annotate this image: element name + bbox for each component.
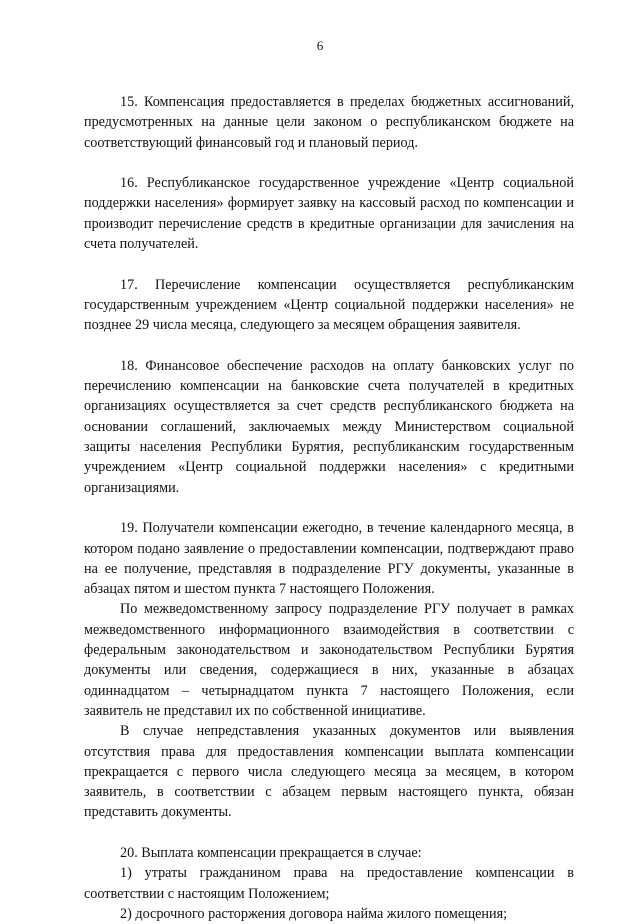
paragraph-17: 17. Перечисление компенсации осуществляется республиканским государственным учреждением «Центр социальной поддержки населения» не позднее 29 числа месяца, следующего за месяцем обращения заявителя. <box>84 276 574 334</box>
paragraph-16: 16. Республиканское государственное учреждение «Центр социальной поддержки населения» формирует заявку на кассовый расход по компенсации и производит перечисление средств в кредитные организации для зачисления на счета получателей. <box>84 175 574 253</box>
paragraph-20-item-1: 1) утраты гражданином права на предоставление компенсации в соответствии с настоящим Положением; <box>84 865 574 902</box>
paragraph-18: 18. Финансовое обеспечение расходов на оплату банковских услуг по перечислению компенсации на банковские счета получателей в кредитных организациях осуществляется за счет средств республиканского бюджета на основании соглашений, заключаемых между Министерством социальной защиты населения Республики Бурятия, республиканским государственным учреждением «Центр социальной поддержки населения» с кредитными организациями. <box>84 357 574 496</box>
paragraph-20-item-2: 2) досрочного расторжения договора найма жилого помещения; <box>120 905 508 922</box>
document-body <box>84 92 574 924</box>
page-number: 6 <box>316 38 324 53</box>
paragraph-19: 19. Получатели компенсации ежегодно, в течение календарного месяца, в котором подано заявление о предоставлении компенсации, подтверждают право на ее получение, представляя в подразделение РГУ документы, указанные в абзацах пятом и шестом пункта 7 настоящего Положения. <box>84 520 574 598</box>
paragraph-19-interagency-request: По межведомственному запросу подразделение РГУ получает в рамках межведомственного информационного взаимодействия в соответствии с федеральным законодательством и законодательством Республики Бурятия документы или сведения, содержащиеся в них, указанные в абзацах одиннадцатом – четырнадцатом пункта 7 настоящего Положения, если заявитель не представил их по собственной инициативе. <box>84 601 574 719</box>
paragraph-19-non-submission: В случае непредставления указанных документов или выявления отсутствия права для предоставления компенсации выплата компенсации прекращается с первого числа следующего месяца за месяцем, в котором заявитель, в соответствии с абзацем первым настоящего пункта, обязан представить документы. <box>84 723 574 821</box>
paragraph-15: 15. Компенсация предоставляется в пределах бюджетных ассигнований, предусмотренных на данные цели законом о республиканском бюджете на соответствующий финансовый год и плановый период. <box>84 94 574 151</box>
paragraph-20: 20. Выплата компенсации прекращается в случае: <box>120 844 422 861</box>
